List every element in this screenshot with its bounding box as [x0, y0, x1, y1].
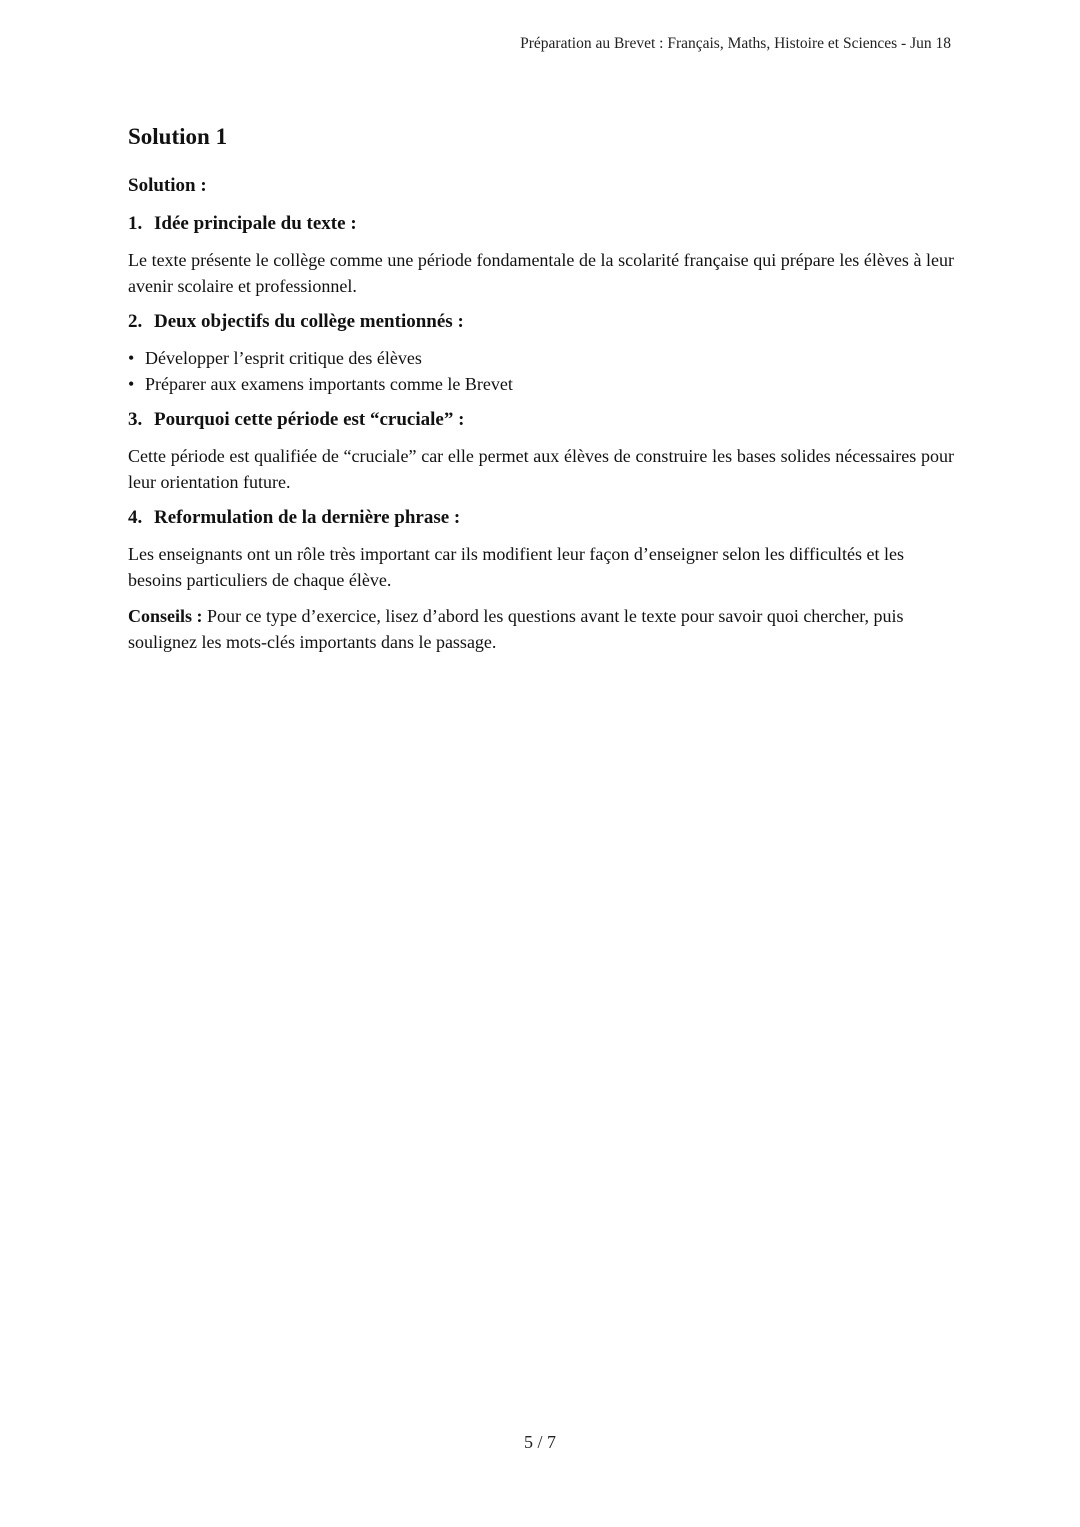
tip-label: Conseils :	[128, 606, 203, 626]
question-3-title: Pourquoi cette période est “cruciale” :	[154, 409, 465, 430]
question-1-answer: Le texte présente le collège comme une période fondamentale de la scolarité française qui prépare les élèves à leur avenir scolaire et professionnel.	[128, 250, 954, 296]
tip-text: Pour ce type d’exercice, lisez d’abord les questions avant le texte pour savoir quoi chercher, puis soulignez les mots-clés importants dans le passage.	[128, 606, 904, 652]
bullet-item	[128, 345, 954, 371]
question-3-heading	[128, 407, 954, 433]
question-4-number: 4.	[128, 507, 143, 528]
question-1-title: Idée principale du texte :	[154, 213, 357, 234]
solution-label: Solution :	[128, 175, 207, 196]
question-3-number: 3.	[128, 409, 143, 430]
bullet-dot-icon: •	[128, 348, 135, 368]
tip-paragraph	[128, 603, 954, 655]
bullet-item	[128, 371, 954, 397]
question-2-title: Deux objectifs du collège mentionnés :	[154, 311, 464, 332]
page-number: 5 / 7	[523, 1432, 556, 1452]
bullet-dot-icon: •	[128, 374, 135, 394]
question-2-heading	[128, 309, 954, 335]
page-title: Solution 1	[128, 124, 228, 149]
question-2-number: 2.	[128, 311, 143, 332]
bullet-text: Développer l’esprit critique des élèves	[145, 348, 422, 368]
document-content	[128, 121, 954, 665]
question-3-answer: Cette période est qualifiée de “cruciale” car elle permet aux élèves de construire les bases solides nécessaires pour leur orientation future.	[128, 446, 954, 492]
page-header: Préparation au Brevet : Français, Maths, Histoire et Sciences - Jun 18	[520, 35, 951, 52]
question-4-answer: Les enseignants ont un rôle très important car ils modifient leur façon d’enseigner selon les difficultés et les besoins particuliers de chaque élève.	[128, 544, 904, 590]
question-1-number: 1.	[128, 213, 143, 234]
question-4-heading	[128, 505, 954, 531]
bullet-text: Préparer aux examens importants comme le Brevet	[145, 374, 513, 394]
question-4-title: Reformulation de la dernière phrase :	[154, 507, 461, 528]
question-1-heading	[128, 211, 954, 237]
question-2-bullet-list	[128, 345, 954, 397]
